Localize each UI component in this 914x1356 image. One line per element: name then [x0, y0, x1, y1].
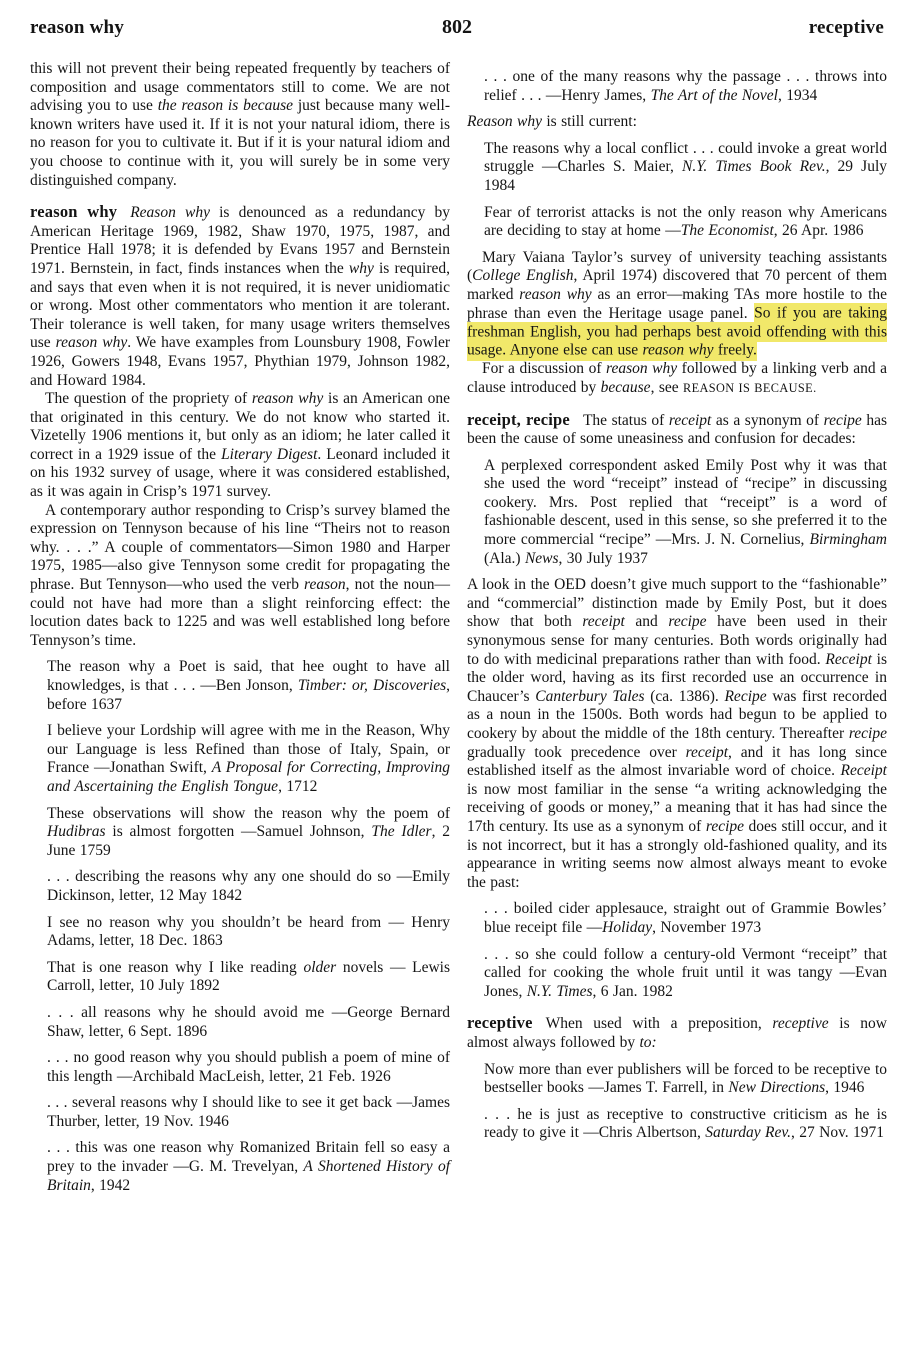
- text-run: A perplexed correspondent asked Emily Post why it was that she used the word “receipt” instead of “recipe” in discussing cookery. Mrs. Post replied that “receipt” is a word of fashionable descent, used in this sense, so she preferred it to the more commercial “recipe” —Mrs. J. N. Cornelius,: [484, 456, 887, 549]
- text-run: does still occur, and it is not incorrect, but it has a strongly old-fashioned quality, and its appearance in writing seems now almost always meant to evoke the past:: [467, 817, 888, 891]
- text-run: is still current:: [541, 113, 637, 131]
- text-run: . . . several reasons why I should like to see it get back —James Thurber, letter, 19 Nov. 1946: [47, 1094, 450, 1130]
- text-run: , not the noun—could not have had more than a slight reinforcing effect: the locution dates back to 1225 and was well established long before Tennyson’s time.: [30, 576, 450, 649]
- quote-block: [484, 900, 887, 937]
- text-run: That is one reason why I like reading: [47, 958, 304, 976]
- text-run: REASON IS BECAUSE.: [682, 380, 817, 395]
- text-run: . . . all reasons why he should avoid me —George Bernard Shaw, letter, 6 Sept. 1896: [47, 1003, 450, 1040]
- text-run: College English: [472, 267, 574, 285]
- quote-block: [47, 1094, 450, 1131]
- running-head-left-word: reason why: [30, 17, 125, 38]
- quote-block: [484, 140, 887, 196]
- text-run: , 27 Nov. 1971: [791, 1124, 885, 1142]
- text-run: Receipt: [825, 650, 872, 668]
- text-run: novels — Lewis Carroll, letter, 10 July 1892: [47, 958, 450, 995]
- text-run: as a synonym of: [711, 411, 824, 429]
- text-run: , see: [650, 378, 683, 396]
- text-run: The Economist: [680, 222, 774, 240]
- quote-block: [484, 204, 887, 241]
- text-run: The status of: [582, 411, 669, 429]
- entry-headword: reason why: [30, 202, 118, 222]
- text-run: , 26 Apr. 1986: [773, 222, 864, 240]
- text-run: why: [348, 259, 374, 277]
- left-column: [30, 60, 450, 1203]
- text-run: A look in the OED doesn’t give much support to the “fashionable” and “commercial” distinction made by Emily Post, but it does show that both: [467, 576, 887, 631]
- text-run: reason: [304, 576, 346, 594]
- text-run: Reason why: [130, 204, 210, 222]
- quote-block: [47, 805, 450, 861]
- text-run: this will not prevent their being repeated frequently by teachers of composition and usage commentators still to come. We are not advising you to use: [30, 60, 450, 115]
- body-paragraph: [467, 576, 887, 892]
- text-run: Now more than ever publishers will be forced to be receptive to bestseller books —James T. Farrell, in: [484, 1060, 887, 1097]
- text-run: , 1942: [90, 1176, 131, 1194]
- text-run: older: [303, 958, 337, 976]
- text-run: is the older word, having as its first recorded use an occurrence in Chaucer’s: [467, 650, 887, 705]
- quote-block: [47, 658, 450, 714]
- text-run: . We have examples from Lounsbury 1908, Fowler 1926, Gowers 1948, Evans 1957, Phythian 1979, Johnson 1982, and Howard 1984.: [30, 334, 450, 389]
- quote-block: [47, 868, 450, 905]
- quote-block: [47, 914, 450, 951]
- text-run: , 2 June 1759: [47, 823, 451, 859]
- text-run: . . . describing the reasons why any one should do so —Emily Dickinson, letter, 12 May 1842: [47, 868, 450, 904]
- text-run: is now most familiar in the sense “a writing acknowledging the receiving of goods or money,” a meaning that it has had since the 17th century. Its use as a synonym of: [467, 780, 887, 835]
- text-run: The Art of the Novel: [650, 86, 778, 104]
- highlighted-text: reason why: [642, 341, 714, 359]
- text-columns: [0, 39, 914, 1203]
- text-run: receipt: [582, 613, 625, 631]
- text-run: , 1946: [825, 1079, 865, 1097]
- text-run: I believe your Lordship will agree with me in the Reason, Why our Language is less Refined than those of Italy, Spain, or France —Jonathan Swift,: [47, 722, 450, 777]
- text-run: reason why: [55, 334, 128, 352]
- text-run: is almost forgotten —Samuel Johnson,: [105, 823, 372, 841]
- text-run: I see no reason why you shouldn’t be heard from — Henry Adams, letter, 18 Dec. 1863: [47, 913, 450, 950]
- text-run: , and it has long since established itself as the almost invariable word of choice.: [467, 743, 888, 780]
- body-paragraph: [30, 390, 450, 502]
- text-run: . . . this was one reason why Romanized Britain fell so easy a prey to the invader —G. M. Trevelyan,: [47, 1139, 450, 1176]
- text-run: . Leonard included it on his 1932 survey of usage, where it was considered established, as it was again in Crisp’s 1971 survey.: [30, 445, 450, 501]
- quote-block: [484, 457, 887, 569]
- text-run: Hudibras: [47, 823, 106, 841]
- body-paragraph: [30, 502, 450, 651]
- text-run: Saturday Rev.: [705, 1124, 791, 1142]
- text-run: Literary Digest: [221, 445, 318, 463]
- entry-headword: receptive: [467, 1013, 533, 1033]
- text-run: have been used in their synonymous sense for many centuries. Both words originally had to do with medicinal preparations rather than with food.: [467, 613, 887, 668]
- text-run: is an American one that originated in this century. We do not know who started it. Vizetelly 1906 mentions it, but only as an idiom; he later called it correct in a 1929 issue of the: [30, 390, 450, 463]
- text-run: recipe: [848, 725, 887, 742]
- text-run: The reasons why a local conflict . . . could invoke a great world struggle —Charles S. Maier,: [484, 139, 887, 176]
- quote-block: [484, 1106, 887, 1143]
- text-run: just because many well-known writers have used it. If it is not your natural idiom, there is no reason for you to cultivate it. But if it is your natural idiom and you choose to continue with it, you will surely be in some very distinguished company.: [30, 97, 450, 189]
- text-run: For a discussion of: [482, 360, 607, 378]
- quote-block: [484, 1061, 887, 1098]
- text-run: When used with a preposition,: [545, 1015, 773, 1033]
- text-run: gradually took precedence over: [467, 743, 686, 761]
- text-run: as an error—making TAs more hostile to the phrase than even the Heritage usage panel.: [467, 285, 888, 322]
- text-run: , April 1974) discovered that 70 percent of them marked: [467, 267, 888, 303]
- quote-block: [47, 1004, 450, 1041]
- text-run: News: [524, 549, 559, 567]
- text-run: is denounced as a redundancy by American Heritage 1969, 1982, Shaw 1970, 1975, 1987, and Prentice Hall 1978; it is defended by Evans 1957 and Bernstein 1971. Bernstein, in fact, finds instances when the: [30, 204, 450, 277]
- text-run: (ca. 1386).: [644, 687, 725, 705]
- text-run: because: [600, 378, 651, 396]
- quote-block: [484, 946, 887, 1002]
- quote-block: [484, 68, 887, 105]
- text-run: followed by a linking verb and a clause introduced by: [467, 360, 888, 396]
- text-run: . . . he is just as receptive to constructive criticism as he is ready to give it —Chris Albertson,: [484, 1105, 887, 1142]
- text-run: Recipe: [724, 687, 767, 705]
- body-paragraph: [467, 113, 887, 132]
- text-run: reason why: [519, 285, 592, 303]
- text-run: , 1712: [278, 777, 318, 795]
- text-run: , 29 July 1984: [484, 158, 888, 194]
- text-run: Fear of terrorist attacks is not the only reason why Americans are deciding to stay at home —: [484, 203, 887, 240]
- text-run: Canterbury Tales: [535, 687, 645, 705]
- text-run: Timber: or, Discoveries: [297, 677, 447, 694]
- text-run: Holiday: [602, 918, 653, 936]
- text-run: Reason why: [467, 113, 542, 131]
- text-run: recipe: [705, 817, 745, 835]
- text-run: reason why: [606, 360, 678, 378]
- body-paragraph: [467, 249, 887, 361]
- text-run: A Proposal for Correcting, Improving and Ascertaining the English Tongue: [47, 759, 450, 795]
- running-head: [0, 0, 914, 39]
- text-run: A contemporary author responding to Crisp’s survey blamed the expression on Tennyson because of his line “Theirs not to reason why. . . .” A couple of commentators—Simon 1980 and Harper 1975, 1985—also give Tennyson some credit for propagating the phrase. But Tennyson—who used the verb: [30, 501, 450, 594]
- quote-block: [47, 1049, 450, 1086]
- text-run: , before 1637: [47, 677, 450, 713]
- body-paragraph: [467, 360, 887, 397]
- text-run: receptive: [772, 1015, 829, 1033]
- entry-paragraph: [467, 1014, 887, 1052]
- text-run: Birmingham: [809, 531, 887, 549]
- text-run: N.Y. Times: [526, 982, 593, 1000]
- right-column: [467, 60, 887, 1203]
- highlighted-text: So if you are taking freshman English, you had perhaps best avoid offending with this usage. Anyone else can use: [467, 304, 887, 359]
- text-run: has been the cause of some uneasiness and confusion for decades:: [467, 411, 887, 448]
- text-run: , November 1973: [652, 918, 762, 936]
- text-run: is required, and says that even when it is not required, it is never unidiomatic or wrong. Most other commentators who mention it are tolerant. Their tolerance is well taken, for many usage writers themselves use: [30, 259, 451, 352]
- text-run: Mary Vaiana Taylor’s survey of university teaching assistants (: [467, 248, 887, 285]
- text-run: recipe: [668, 613, 707, 631]
- text-run: . . . boiled cider applesauce, straight out of Grammie Bowles’ blue receipt file —: [484, 900, 887, 936]
- running-head-right-word: receptive: [808, 17, 885, 38]
- text-run: and: [624, 613, 669, 631]
- text-run: New Directions: [728, 1079, 826, 1097]
- text-run: The reason why a Poet is said, that hee ought to have all knowledges, is that . . . —Ben Jonson,: [47, 658, 450, 694]
- quote-block: [47, 1139, 450, 1195]
- text-run: These observations will show the reason why the poem of: [47, 804, 450, 822]
- text-run: Receipt: [840, 762, 887, 780]
- text-run: , 30 July 1937: [558, 549, 648, 567]
- text-run: was first recorded as a noun in the 1500s. Both words had begun to be applied to cookery by about the middle of the 18th century. Thereafter: [467, 687, 887, 742]
- highlighted-text: freely.: [713, 341, 757, 359]
- quote-block: [47, 722, 450, 796]
- text-run: . . . one of the many reasons why the passage . . . throws into relief . . . —Henry James,: [484, 68, 887, 104]
- text-run: is now almost always followed by: [467, 1015, 887, 1051]
- text-run: A Shortened History of Britain: [47, 1158, 450, 1194]
- text-run: . . . no good reason why you should publish a poem of mine of this length —Archibald MacLeish, letter, 21 Feb. 1926: [47, 1049, 450, 1085]
- text-run: , 6 Jan. 1982: [592, 982, 673, 1000]
- text-run: the reason is because: [157, 97, 294, 115]
- text-run: The Idler: [371, 823, 432, 841]
- text-run: (Ala.): [484, 549, 525, 567]
- body-paragraph: [30, 60, 450, 190]
- page-number: 802: [442, 16, 472, 38]
- entry-paragraph: [467, 411, 887, 449]
- entry-paragraph: [30, 203, 450, 390]
- text-run: The question of the propriety of: [45, 390, 252, 408]
- text-run: . . . so she could follow a century-old Vermont “receipt” that called for cooking the whole fruit until it was tangy —Evan Jones,: [484, 945, 887, 1000]
- text-run: to:: [639, 1033, 657, 1051]
- quote-block: [47, 959, 450, 996]
- text-run: reason why: [251, 390, 324, 408]
- text-run: N.Y. Times Book Rev.: [681, 158, 826, 176]
- text-run: receipt: [668, 411, 712, 429]
- text-run: recipe: [823, 411, 862, 429]
- entry-headword: receipt, recipe: [467, 409, 570, 429]
- text-run: , 1934: [778, 86, 818, 104]
- text-run: receipt: [685, 743, 729, 761]
